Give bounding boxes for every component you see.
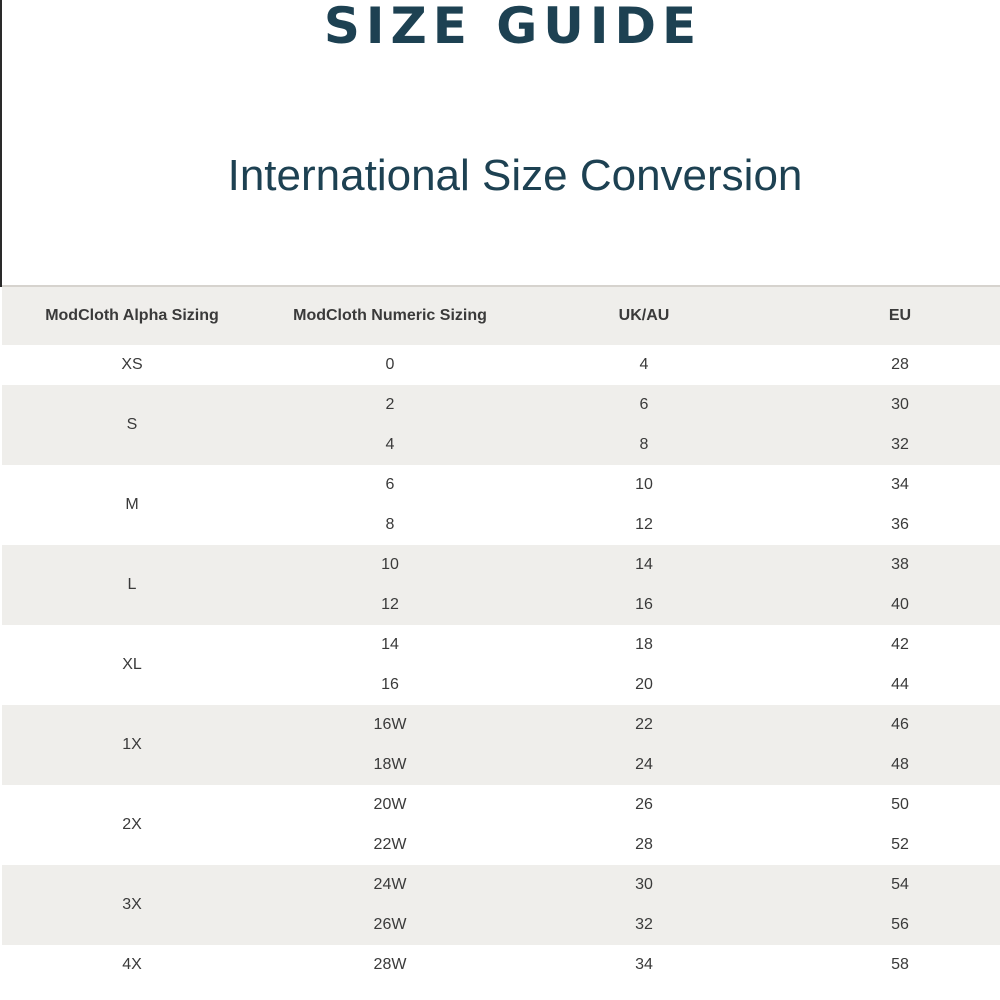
eu-size-cell: 42 [891, 636, 909, 653]
alpha-size-cell: XS [121, 356, 143, 373]
header-eu: EU [888, 307, 912, 324]
page-subtitle: International Size Conversion [227, 151, 803, 200]
eu-size-cell: 50 [891, 796, 909, 813]
numeric-size-cell: 16W [373, 716, 407, 733]
numeric-size-cell: 8 [385, 516, 395, 533]
table-header-row [2, 287, 1000, 345]
eu-size-cell: 52 [891, 836, 909, 853]
numeric-size-cell: 26W [373, 916, 407, 933]
eu-size-cell: 38 [891, 556, 909, 573]
numeric-size-cell: 14 [381, 636, 399, 653]
numeric-size-cell: 6 [385, 476, 395, 493]
table-row [2, 425, 1000, 465]
uk-au-size-cell: 12 [635, 516, 653, 533]
header-numeric-sizing: ModCloth Numeric Sizing [293, 307, 487, 324]
uk-au-size-cell: 24 [635, 756, 653, 773]
uk-au-size-cell: 18 [635, 636, 653, 653]
table-row [2, 625, 1000, 665]
numeric-size-cell: 28W [373, 956, 407, 973]
uk-au-size-cell: 22 [635, 716, 653, 733]
size-group [2, 865, 1000, 945]
uk-au-size-cell: 14 [635, 556, 653, 573]
size-group [2, 945, 1000, 977]
page-title: SIZE GUIDE [323, 0, 703, 55]
eu-size-cell: 36 [891, 516, 909, 533]
table-row [2, 825, 1000, 865]
eu-size-cell: 56 [891, 916, 909, 933]
table-row [2, 505, 1000, 545]
uk-au-size-cell: 4 [639, 356, 649, 373]
eu-size-cell: 34 [891, 476, 909, 493]
numeric-size-cell: 0 [385, 356, 395, 373]
uk-au-size-cell: 26 [635, 796, 653, 813]
table-row [2, 905, 1000, 945]
uk-au-size-cell: 30 [635, 876, 653, 893]
numeric-size-cell: 20W [373, 796, 407, 813]
table-row [2, 945, 1000, 977]
eu-size-cell: 46 [891, 716, 909, 733]
numeric-size-cell: 18W [373, 756, 407, 773]
size-conversion-table [2, 285, 1000, 977]
header-uk-au: UK/AU [618, 307, 670, 324]
eu-size-cell: 44 [891, 676, 909, 693]
uk-au-size-cell: 8 [639, 436, 649, 453]
table-row [2, 865, 1000, 905]
numeric-size-cell: 24W [373, 876, 407, 893]
table-row [2, 345, 1000, 385]
alpha-size-cell: L [127, 576, 137, 593]
alpha-size-cell: 2X [122, 816, 142, 833]
eu-size-cell: 30 [891, 396, 909, 413]
eu-size-cell: 40 [891, 596, 909, 613]
size-group [2, 625, 1000, 705]
alpha-size-cell: 4X [122, 956, 142, 973]
size-group [2, 545, 1000, 625]
table-row [2, 705, 1000, 745]
size-group [2, 465, 1000, 545]
table-row [2, 665, 1000, 705]
table-row [2, 745, 1000, 785]
table-row [2, 465, 1000, 505]
table-row [2, 545, 1000, 585]
size-group [2, 385, 1000, 465]
table-row [2, 585, 1000, 625]
size-group [2, 705, 1000, 785]
header-alpha-sizing: ModCloth Alpha Sizing [45, 307, 219, 324]
eu-size-cell: 54 [891, 876, 909, 893]
size-group [2, 785, 1000, 865]
numeric-size-cell: 10 [381, 556, 399, 573]
uk-au-size-cell: 34 [635, 956, 653, 973]
alpha-size-cell: M [125, 496, 139, 513]
alpha-size-cell: 1X [122, 736, 142, 753]
eu-size-cell: 28 [891, 356, 909, 373]
uk-au-size-cell: 28 [635, 836, 653, 853]
size-group [2, 345, 1000, 385]
numeric-size-cell: 22W [373, 836, 407, 853]
alpha-size-cell: XL [122, 656, 142, 673]
uk-au-size-cell: 16 [635, 596, 653, 613]
eu-size-cell: 58 [891, 956, 909, 973]
uk-au-size-cell: 10 [635, 476, 653, 493]
numeric-size-cell: 12 [381, 596, 399, 613]
table-row [2, 385, 1000, 425]
uk-au-size-cell: 6 [639, 396, 649, 413]
alpha-size-cell: S [126, 416, 138, 433]
uk-au-size-cell: 32 [635, 916, 653, 933]
eu-size-cell: 32 [891, 436, 909, 453]
uk-au-size-cell: 20 [635, 676, 653, 693]
alpha-size-cell: 3X [122, 896, 142, 913]
numeric-size-cell: 2 [385, 396, 395, 413]
numeric-size-cell: 4 [385, 436, 395, 453]
numeric-size-cell: 16 [381, 676, 399, 693]
table-row [2, 785, 1000, 825]
eu-size-cell: 48 [891, 756, 909, 773]
